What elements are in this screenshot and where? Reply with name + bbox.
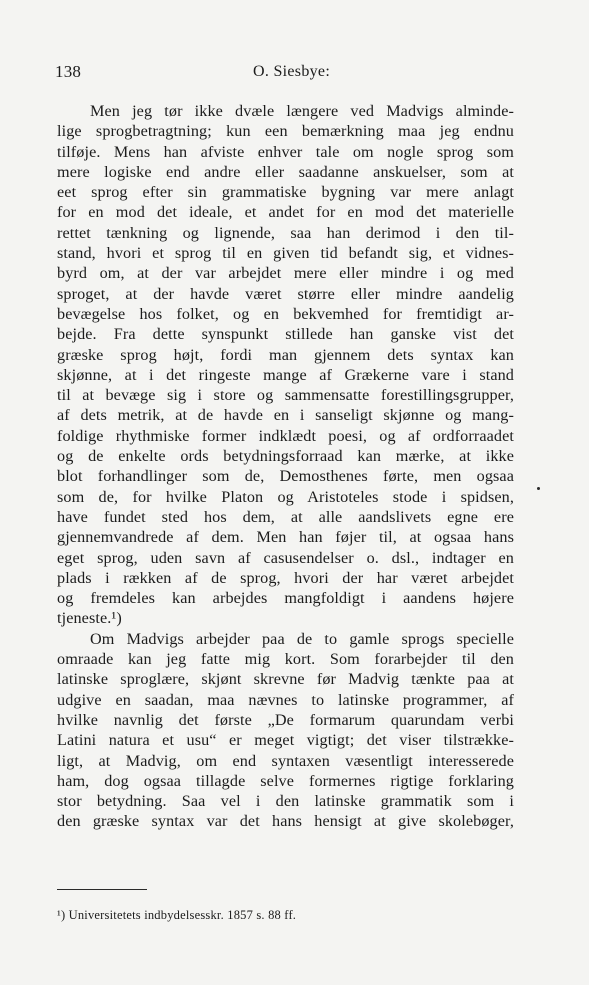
text-line: ligt, at Madvig, om end syntaxen væsentligt interesserede — [57, 751, 514, 770]
text-line: byrd om, at der var arbejdet mere eller mindre i og med — [57, 264, 514, 283]
print-speck — [537, 487, 540, 490]
text-line: latinske sproglære, skjønt skrevne før Madvig tænkte paa at — [57, 670, 514, 689]
text-line: stor betydning. Saa vel i den latinske grammatik som i — [57, 792, 514, 811]
text-line: og de enkelte ords betydningsforraad kan mærke, at ikke — [57, 447, 514, 466]
text-line: Latini natura et usu“ er meget vigtigt; det viser tilstrække- — [57, 731, 514, 750]
text-line: til at bevæge sig i store og sammensatte forestillingsgrupper, — [57, 386, 514, 405]
text-line: den græske syntax var det hans hensigt at give skolebøger, — [57, 812, 514, 831]
text-line: tilføje. Mens han afviste enhver tale om nogle sprog som — [57, 142, 514, 161]
text-line: Men jeg tør ikke dvæle længere ved Madvigs alminde- — [90, 102, 514, 120]
text-line: udgive en saadan, maa nævnes to latinske programmer, af — [57, 690, 514, 709]
text-line: Om Madvigs arbejder paa de to gamle sprogs specielle — [90, 629, 514, 648]
body-text — [57, 101, 514, 832]
text-line: bevægelse hos folket, og en bekvemhed for fremtidigt ar- — [57, 304, 514, 323]
text-line: skjønne, at i det ringeste mange af Grækerne vare i stand — [57, 365, 514, 384]
text-line: foldige rhythmiske former indklædt poesi, og af ordforraadet — [57, 426, 514, 445]
text-line: bejde. Fra dette synspunkt stillede han ganske vist det — [57, 325, 514, 344]
running-head: O. Siesbye: — [253, 63, 331, 80]
text-line: lige sprogbetragtning; kun een bemærkning maa jeg endnu — [57, 122, 514, 141]
text-line: omraade kan jeg fatte mig kort. Som forarbejder til den — [57, 650, 514, 669]
text-line: mere logiske end andre eller saadanne anskuelser, som at — [57, 162, 514, 181]
text-line: rettet tænkning og lignende, saa han derimod i den til- — [57, 223, 514, 242]
text-line: af dets metrik, at de havde en i sanseligt skjønne og mang- — [57, 406, 514, 425]
text-line: ham, dog ogsaa tillagde selve formernes rigtige forklaring — [57, 771, 514, 790]
text-line: gjennemvandrede af dem. Men han føjer til, at ogsaa hans — [57, 528, 514, 547]
text-line: blot forhandlinger som de, Demosthenes førte, men ogsaa — [57, 467, 514, 486]
text-line: plads i rækken af de sprog, hvori der har været arbejdet — [57, 568, 514, 587]
text-line: og fremdeles kan arbejdes mangfoldigt i aandens højere — [57, 589, 514, 608]
text-line: have fundet sted hos dem, at alle aandslivets egne ere — [57, 507, 514, 526]
footnote-divider — [57, 889, 147, 890]
page-header — [55, 62, 514, 84]
text-line: græske sprog højt, fordi man gjennem dets syntax kan — [57, 345, 514, 364]
text-line: eget sprog, uden savn af casusendelser o. dsl., indtager en — [57, 548, 514, 567]
text-line: hvilke navnlig det første „De formarum quarundam verbi — [57, 710, 514, 729]
text-line: for en mod det ideale, et andet for en mod det materielle — [57, 203, 514, 222]
text-line: sproget, at der havde været større eller mindre aandelig — [57, 284, 514, 303]
text-line: eet sprog efter sin grammatiske bygning var mere anlagt — [57, 183, 514, 202]
text-line: stand, hvori et sprog til en given tid befandt sig, et vidnes- — [57, 244, 514, 263]
text-line: tjeneste.¹) — [57, 609, 122, 628]
footnote: ¹) Universitetets indbydelsesskr. 1857 s. 88 ff. — [57, 908, 297, 922]
text-line: som de, for hvilke Platon og Aristoteles stode i spidsen, — [57, 487, 514, 506]
page-number: 138 — [55, 62, 82, 81]
